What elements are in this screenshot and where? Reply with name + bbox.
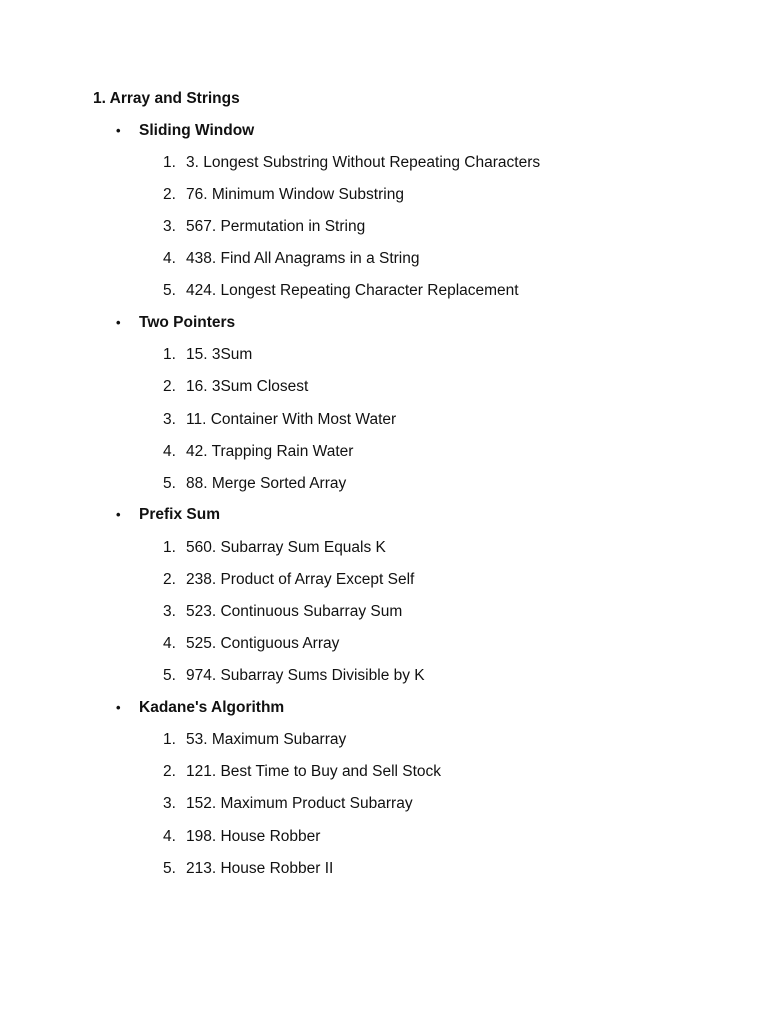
item-text: 198. House Robber xyxy=(186,827,321,845)
section-title-text: Prefix Sum xyxy=(139,506,220,524)
bullet-icon: • xyxy=(116,699,121,715)
item-text: 525. Contiguous Array xyxy=(186,635,340,653)
item-text: 560. Subarray Sum Equals K xyxy=(186,538,386,556)
item-number: 4. xyxy=(163,442,176,460)
list-item xyxy=(93,537,733,558)
item-text: 213. House Robber II xyxy=(186,859,334,877)
list-item xyxy=(93,441,733,462)
problem-list xyxy=(93,152,733,302)
list-item xyxy=(93,826,733,847)
section-title xyxy=(93,697,733,718)
list-item xyxy=(93,152,733,173)
section-two-pointers xyxy=(93,312,733,494)
item-number: 2. xyxy=(163,570,176,588)
list-item xyxy=(93,569,733,590)
item-number: 5. xyxy=(163,474,176,492)
problem-list xyxy=(93,537,733,687)
problem-list xyxy=(93,729,733,879)
list-item xyxy=(93,344,733,365)
section-title-text: Two Pointers xyxy=(139,313,236,331)
list-item xyxy=(93,216,733,237)
list-item xyxy=(93,633,733,654)
item-number: 1. xyxy=(163,153,176,171)
item-number: 2. xyxy=(163,185,176,203)
item-number: 4. xyxy=(163,827,176,845)
item-text: 42. Trapping Rain Water xyxy=(186,442,354,460)
section-sliding-window xyxy=(93,120,733,302)
list-item xyxy=(93,665,733,686)
section-title xyxy=(93,504,733,525)
list-item xyxy=(93,184,733,205)
item-text: 11. Container With Most Water xyxy=(186,410,397,428)
section-kadanes-algorithm xyxy=(93,697,733,879)
bullet-icon: • xyxy=(116,314,121,330)
item-text: 76. Minimum Window Substring xyxy=(186,185,404,203)
item-text: 16. 3Sum Closest xyxy=(186,378,309,396)
bullet-icon: • xyxy=(116,507,121,523)
item-text: 15. 3Sum xyxy=(186,346,253,364)
section-title xyxy=(93,120,733,141)
problem-list xyxy=(93,344,733,494)
item-number: 3. xyxy=(163,410,176,428)
item-text: 424. Longest Repeating Character Replacement xyxy=(186,282,519,300)
item-text: 523. Continuous Subarray Sum xyxy=(186,602,403,620)
main-heading: 1. Array and Strings xyxy=(93,90,240,107)
item-number: 2. xyxy=(163,378,176,396)
item-text: 88. Merge Sorted Array xyxy=(186,474,347,492)
item-number: 4. xyxy=(163,250,176,268)
item-text: 567. Permutation in String xyxy=(186,218,366,236)
list-item xyxy=(93,376,733,397)
item-number: 3. xyxy=(163,218,176,236)
list-item xyxy=(93,473,733,494)
item-number: 5. xyxy=(163,282,176,300)
list-item xyxy=(93,248,733,269)
item-number: 1. xyxy=(163,538,176,556)
bullet-icon: • xyxy=(116,122,121,138)
list-item xyxy=(93,601,733,622)
item-number: 5. xyxy=(163,859,176,877)
item-number: 5. xyxy=(163,667,176,685)
list-item xyxy=(93,761,733,782)
list-item xyxy=(93,793,733,814)
item-text: 3. Longest Substring Without Repeating Characters xyxy=(186,153,541,171)
item-number: 3. xyxy=(163,795,176,813)
item-text: 152. Maximum Product Subarray xyxy=(186,795,413,813)
item-text: 438. Find All Anagrams in a String xyxy=(186,250,420,268)
item-number: 1. xyxy=(163,731,176,748)
item-text: 53. Maximum Subarray xyxy=(186,731,347,748)
item-text: 121. Best Time to Buy and Sell Stock xyxy=(186,763,442,781)
list-item xyxy=(93,280,733,301)
item-number: 3. xyxy=(163,602,176,620)
list-item xyxy=(93,858,733,879)
item-number: 2. xyxy=(163,763,176,781)
list-item xyxy=(93,409,733,430)
list-item xyxy=(93,729,733,750)
section-title-text: Kadane's Algorithm xyxy=(139,698,285,716)
section-title xyxy=(93,312,733,333)
item-number: 1. xyxy=(163,346,176,364)
document-content xyxy=(93,88,733,879)
item-text: 238. Product of Array Except Self xyxy=(186,570,415,588)
section-title-text: Sliding Window xyxy=(139,121,255,139)
item-number: 4. xyxy=(163,635,176,653)
section-prefix-sum xyxy=(93,504,733,686)
item-text: 974. Subarray Sums Divisible by K xyxy=(186,667,425,685)
